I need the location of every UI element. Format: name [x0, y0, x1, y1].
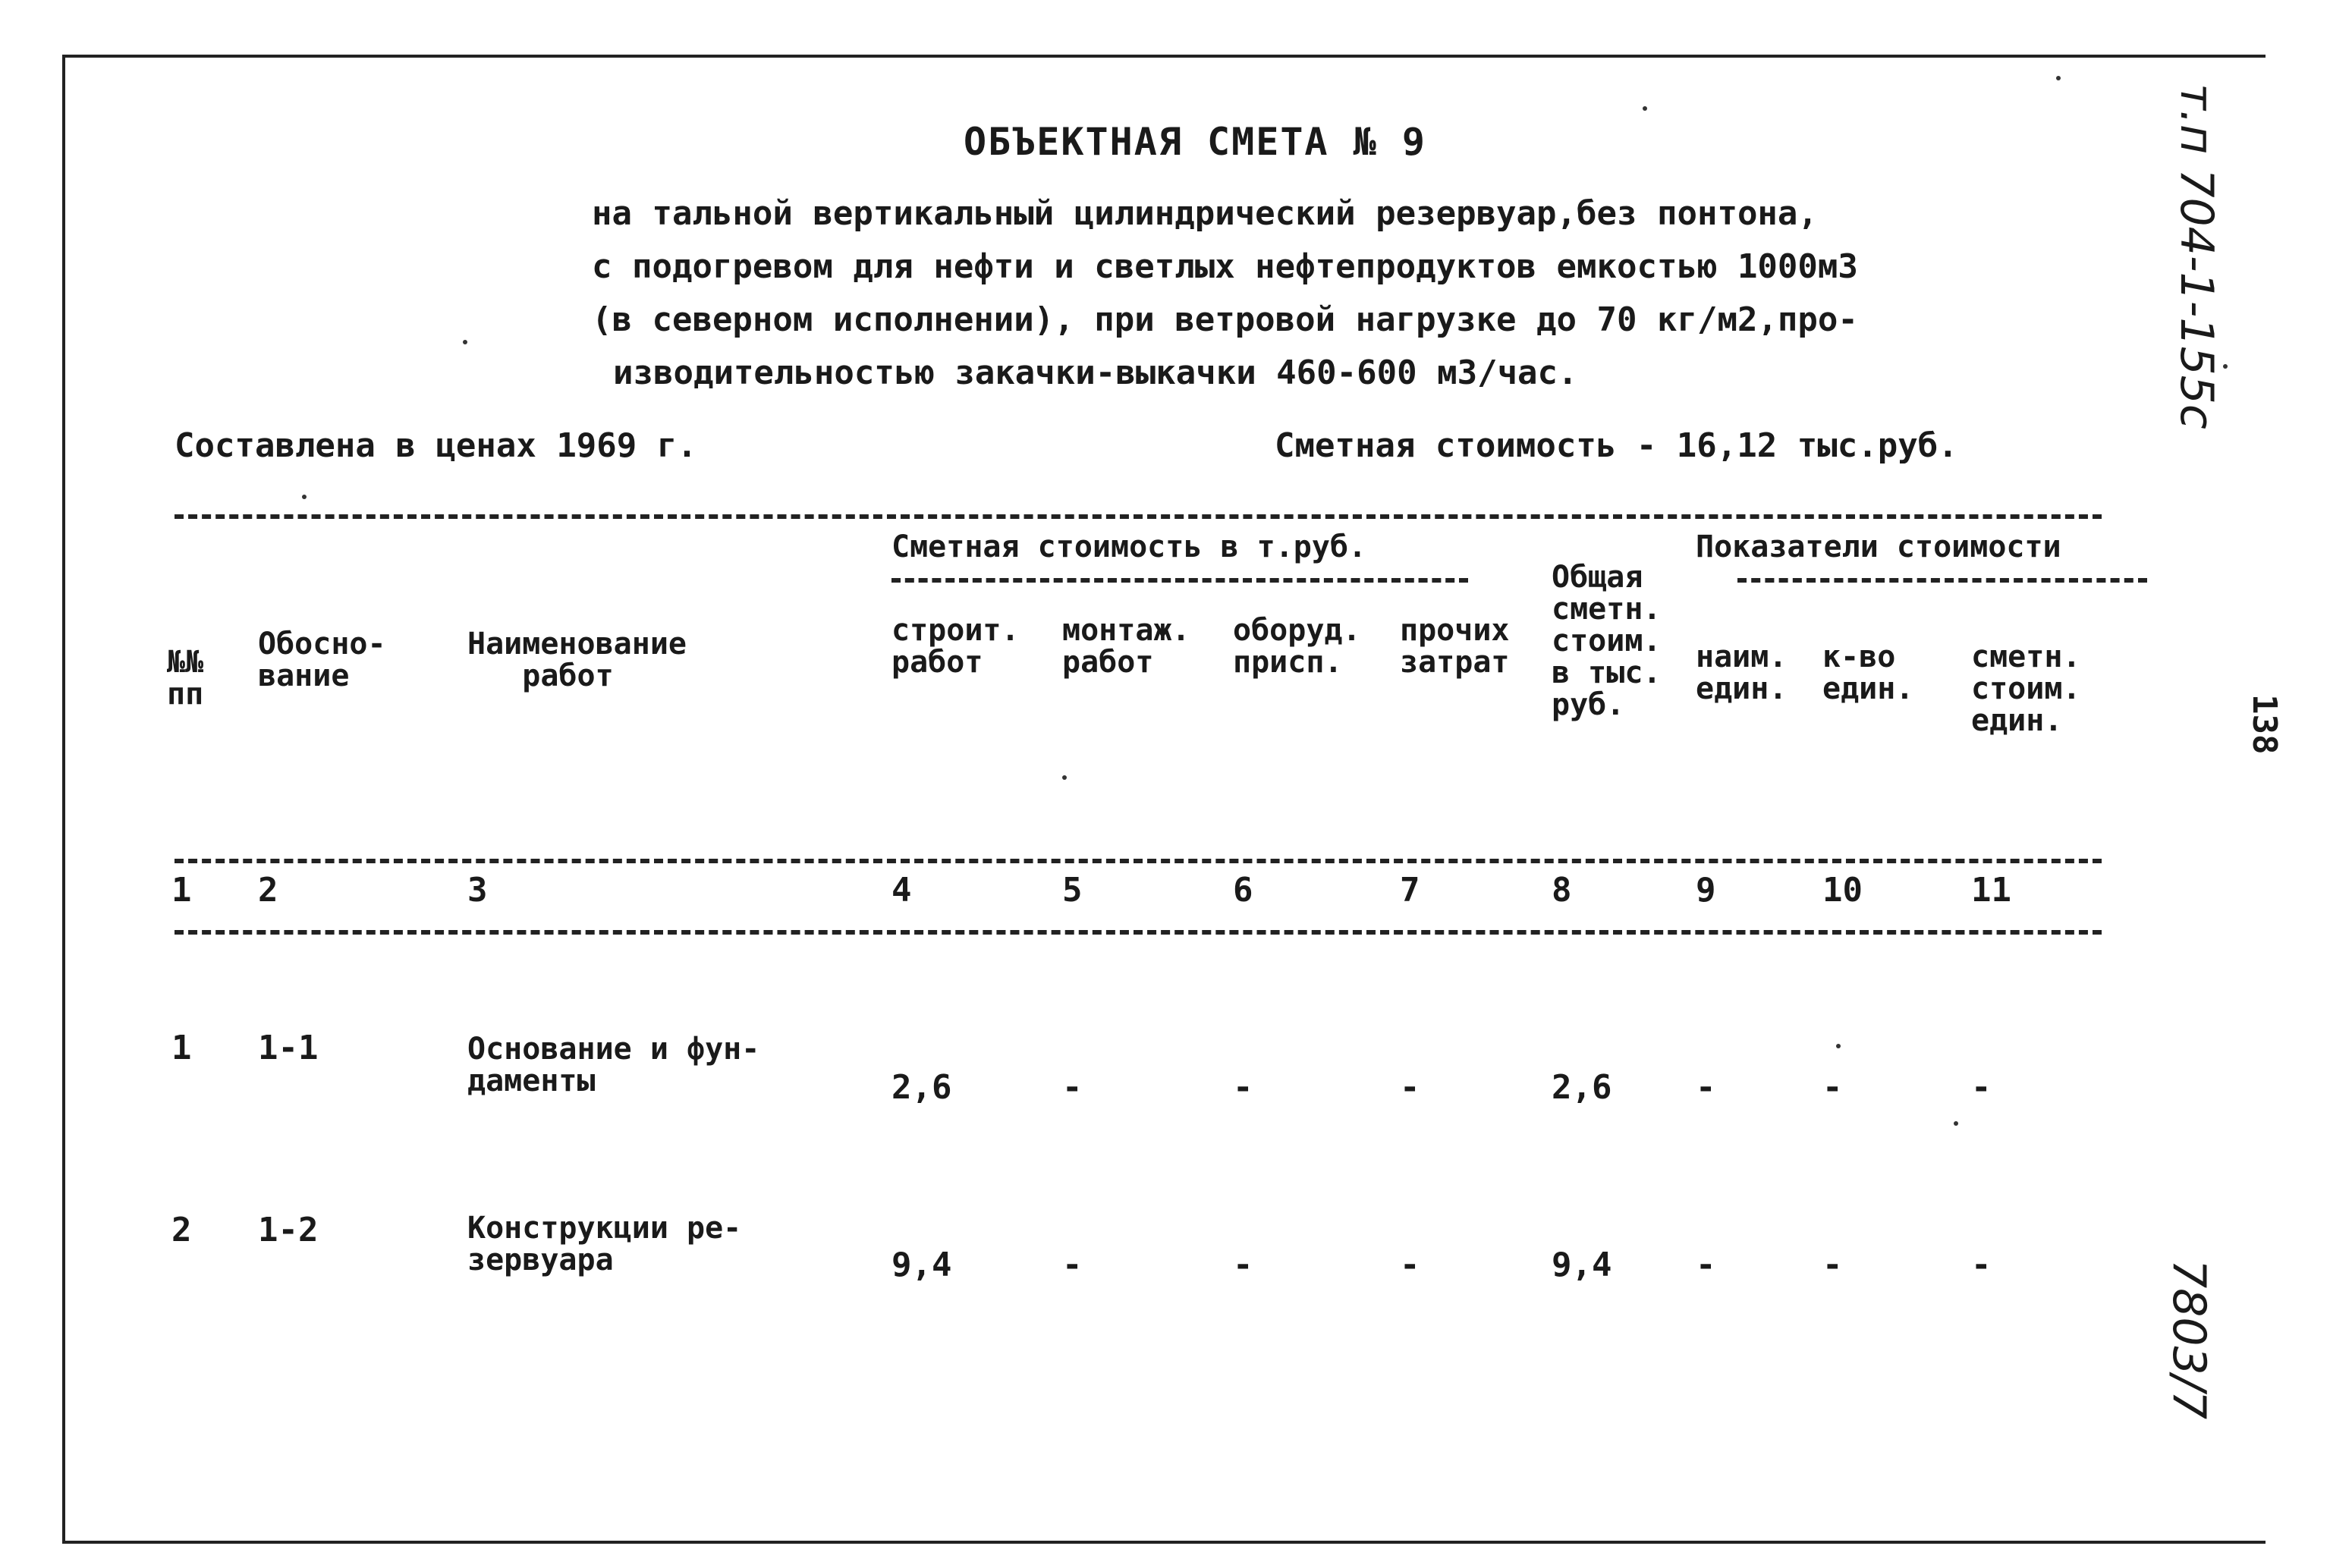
- col-number: 1: [171, 871, 192, 910]
- description-line-4: изводительностью закачки-выкачки 460-600 м3/час.: [613, 354, 1578, 392]
- margin-code: т.п 704-1-155с: [2170, 83, 2223, 429]
- row-1-total: 2,6: [1552, 1068, 1612, 1107]
- row-2-unit-qty: -: [1822, 1246, 1843, 1284]
- col-header-total: Общая сметн. стоим. в тыс. руб.: [1552, 560, 1662, 722]
- row-2-other: -: [1400, 1246, 1420, 1284]
- row-2-unit-cost: -: [1971, 1246, 1992, 1284]
- row-2-num: 2: [171, 1211, 192, 1249]
- description-line-3: (в северном исполнении), при ветровой нагрузке до 70 кг/м2,про-: [592, 300, 1858, 339]
- row-1-unit-name: -: [1696, 1068, 1716, 1107]
- col-header-build: строит. работ: [891, 613, 1020, 680]
- scan-speck: [463, 340, 467, 344]
- row-1-build: 2,6: [891, 1068, 952, 1107]
- col-header-basis: Обосно- вание: [258, 627, 386, 693]
- col-header-mount: монтаж. работ: [1062, 613, 1190, 680]
- col-number: 5: [1062, 871, 1083, 910]
- scan-speck: [1836, 1044, 1841, 1048]
- row-2-mount: -: [1062, 1246, 1083, 1284]
- scan-speck: [2056, 76, 2061, 80]
- scan-speck: [1954, 1121, 1958, 1126]
- prices-year: Составлена в ценах 1969 г.: [175, 426, 697, 465]
- description-line-1: на тальной вертикальный цилиндрический резервуар,без понтона,: [592, 194, 1818, 233]
- row-1-mount: -: [1062, 1068, 1083, 1107]
- col-number: 6: [1233, 871, 1253, 910]
- row-1-num: 1: [171, 1029, 192, 1067]
- col-number: 7: [1400, 871, 1420, 910]
- indicators-group-header: Показатели стоимости: [1696, 529, 2061, 564]
- col-header-num: №№ пп: [167, 645, 204, 712]
- col-number: 2: [258, 871, 278, 910]
- col-number: 9: [1696, 871, 1716, 910]
- col-number: 8: [1552, 871, 1572, 910]
- scan-speck: [1643, 106, 1647, 111]
- col-number: 4: [891, 871, 912, 910]
- col-header-other: прочих затрат: [1400, 613, 1510, 680]
- row-2-unit-name: -: [1696, 1246, 1716, 1284]
- col-header-unit-name: наим. един.: [1696, 639, 1788, 706]
- row-2-basis: 1-2: [258, 1211, 319, 1249]
- row-1-unit-cost: -: [1971, 1068, 1992, 1107]
- col-numbers-rule: [175, 930, 2102, 935]
- row-1-other: -: [1400, 1068, 1420, 1107]
- col-header-unit-qty: к-во един.: [1822, 639, 1914, 706]
- row-2-equip: -: [1233, 1246, 1253, 1284]
- scan-speck: [302, 495, 307, 499]
- col-number: 11: [1971, 871, 2011, 910]
- row-2-build: 9,4: [891, 1246, 952, 1284]
- row-1-name: Основание и фун- даменты: [467, 1032, 760, 1098]
- col-header-name: Наименование работ: [467, 627, 687, 693]
- col-header-equip: оборуд. присп.: [1233, 613, 1361, 680]
- cost-group-header: Сметная стоимость в т.руб.: [891, 529, 1367, 564]
- table-top-rule: [175, 514, 2102, 519]
- col-number: 3: [467, 871, 488, 910]
- indicators-group-rule: [1737, 578, 2147, 583]
- row-2-name: Конструкции ре- зервуара: [467, 1211, 742, 1277]
- header-bottom-rule: [175, 859, 2102, 863]
- margin-sheet: 7803/7: [2162, 1259, 2215, 1420]
- col-number: 10: [1822, 871, 1863, 910]
- row-1-basis: 1-1: [258, 1029, 319, 1067]
- description-line-2: с подогревом для нефти и светлых нефтепродуктов емкостью 1000м3: [592, 247, 1858, 286]
- row-1-unit-qty: -: [1822, 1068, 1843, 1107]
- row-1-equip: -: [1233, 1068, 1253, 1107]
- cost-group-rule: [891, 578, 1468, 583]
- scan-speck: [2223, 364, 2228, 369]
- margin-page-number: 138: [2245, 694, 2284, 755]
- col-header-unit-cost: сметн. стоим. един.: [1971, 639, 2081, 738]
- total-cost: Сметная стоимость - 16,12 тыс.руб.: [1275, 426, 1958, 465]
- document-title: ОБЪЕКТНАЯ СМЕТА № 9: [964, 120, 1426, 164]
- row-2-total: 9,4: [1552, 1246, 1612, 1284]
- scan-speck: [1062, 775, 1067, 780]
